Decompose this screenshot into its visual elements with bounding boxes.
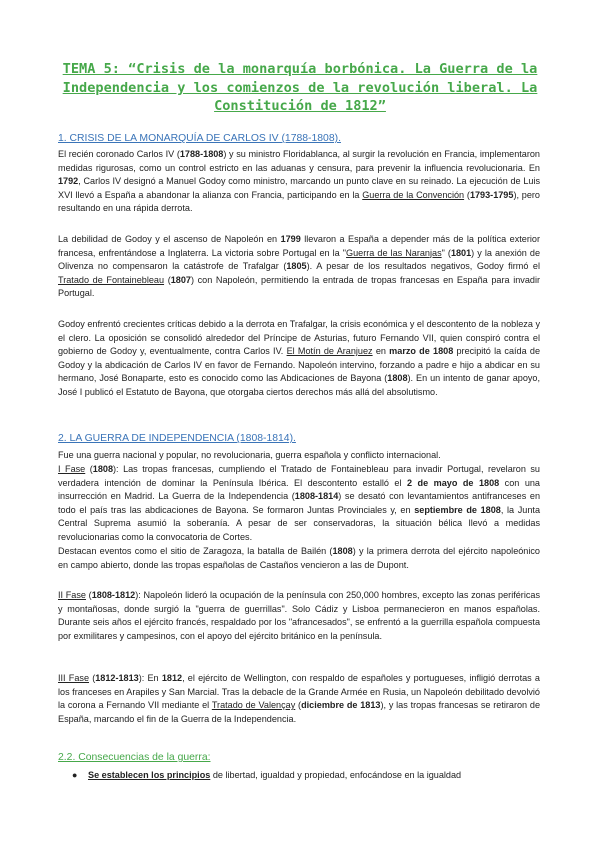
list-item-text: Se establecen los principios de libertad, igualdad y propiedad, enfocándose en la igualdad xyxy=(88,770,462,780)
section-heading-guerra: 2. LA GUERRA DE INDEPENDENCIA (1808-1814). xyxy=(58,433,296,444)
paragraph-godoy-napoleon: La debilidad de Godoy y el ascenso de Napoleón en 1799 llevaron a España a depender más de la política exterior francesa, enfrentándose a Inglaterra. La victoria sobre Portugal en la "Guerra de las Naranjas" (1801) y la anexión de Olivenza no compensaron la catástrofe de Trafalgar (1805). A pesar de los resultados negativos, Godoy firmó el Tratado de Fontainebleau (1807) con Napoleón, permitiendo la entrada de tropas francesas en España para invadir Portugal. xyxy=(58,234,541,298)
bullet-icon: ● xyxy=(72,770,78,780)
list-item xyxy=(58,769,540,783)
section-heading-crisis: 1. CRISIS DE LA MONARQUÍA DE CARLOS IV (1788-1808). xyxy=(58,133,341,144)
paragraph-fase-2: II Fase (1808-1812): Napoleón lideró la ocupación de la península con 250,000 hombres, excepto las zonas periféricas y montañosas, donde surgió la "guerra de guerrillas". Solo Cádiz y Lisboa permanecieron en manos españolas. Durante seis años el ejército francés, respaldado por los "afrancesados", se enfrentó a la guerrilla española compuesta por exmilitares y campesinos, con el apoyo del ejército británico en la península. xyxy=(58,590,540,641)
paragraph-fase-1: I Fase (1808): Las tropas francesas, cumpliendo el Tratado de Fontainebleau para invadir Portugal, revelaron su verdadera intención de dominar la Península Ibérica. El descontento estalló el 2 de mayo de 1808 con una insurrección en Madrid. La Guerra de la Independencia (1808-1814) se desató con levantamientos antifranceses en todo el país tras las abdicaciones de Bayona. Se formaron Juntas Provinciales y, en septiembre de 1808, la Junta Central Suprema asumió la soberanía. A pesar de ser conservadoras, la situación bélica llevó a medidas revolucionarias como la convocatoria de Cortes. xyxy=(58,464,541,542)
paragraph-carlos-iv: El recién coronado Carlos IV (1788-1808) y su ministro Floridablanca, al surgir la revolución en Francia, implementaron medidas rigurosas, como un control estricto en las aduanas y censura, para prevenir la influencia revolucionaria. En 1792, Carlos IV designó a Manuel Godoy como ministro, marcando un punto clave en su reinado. La ejecución de Luis XVI llevó a España a abandonar la alianza con Francia, participando en la Guerra de la Convención (1793-1795), pero resultando en una rápida derrota. xyxy=(58,149,540,213)
document-title: TEMA 5: “Crisis de la monarquía borbónica. La Guerra de la Independencia y los comienzos de la revolución liberal. La Constitución de 1812” xyxy=(62,61,538,114)
paragraph-destacan: Destacan eventos como el sitio de Zaragoza, la batalla de Bailén (1808) y la primera derrota del ejército napoleónico en campo abierto, donde las tropas españolas de Castaños vencieron a las de Dupont. xyxy=(58,546,540,570)
paragraph-fase-3: III Fase (1812-1813): En 1812, el ejército de Wellington, con respaldo de españoles y portugueses, infligió derrotas a los franceses en Arapiles y San Marcial. Tras la debacle de la Grande Armée en Rusia, un Napoleón debilitado devolvió la corona a Fernando VII mediante el Tratado de Valençay (diciembre de 1813), y las tropas francesas se retiraron de España, marcando el fin de la Guerra de la Independencia. xyxy=(58,673,541,724)
section-heading-consecuencias: 2.2. Consecuencias de la guerra: xyxy=(58,752,211,763)
paragraph-motin-aranjuez: Godoy enfrentó crecientes críticas debido a la derrota en Trafalgar, la crisis económica y el descontento de la nobleza y el clero. La oposición se consolidó alrededor del Príncipe de Asturias, futuro Fernando VII, quien conspiró contra el gobierno de Godoy y, eventualmente, contra Carlos IV. El Motín de Aranjuez en marzo de 1808 precipitó la caída de Godoy y la abdicación de Carlos IV en favor de Fernando. Napoleón intervino, forzando a padre e hijo a abdicar en su hermano, José Bonaparte, esto es conocido como las Abdicaciones de Bayona (1808). En un intento de ganar apoyo, José I publicó el Estatuto de Bayona, que otorgaba ciertos derechos más allá del absolutismo. xyxy=(58,319,541,397)
paragraph-guerra-intro: Fue una guerra nacional y popular, no revolucionaria, guerra española y conflicto internacional. xyxy=(58,450,441,460)
